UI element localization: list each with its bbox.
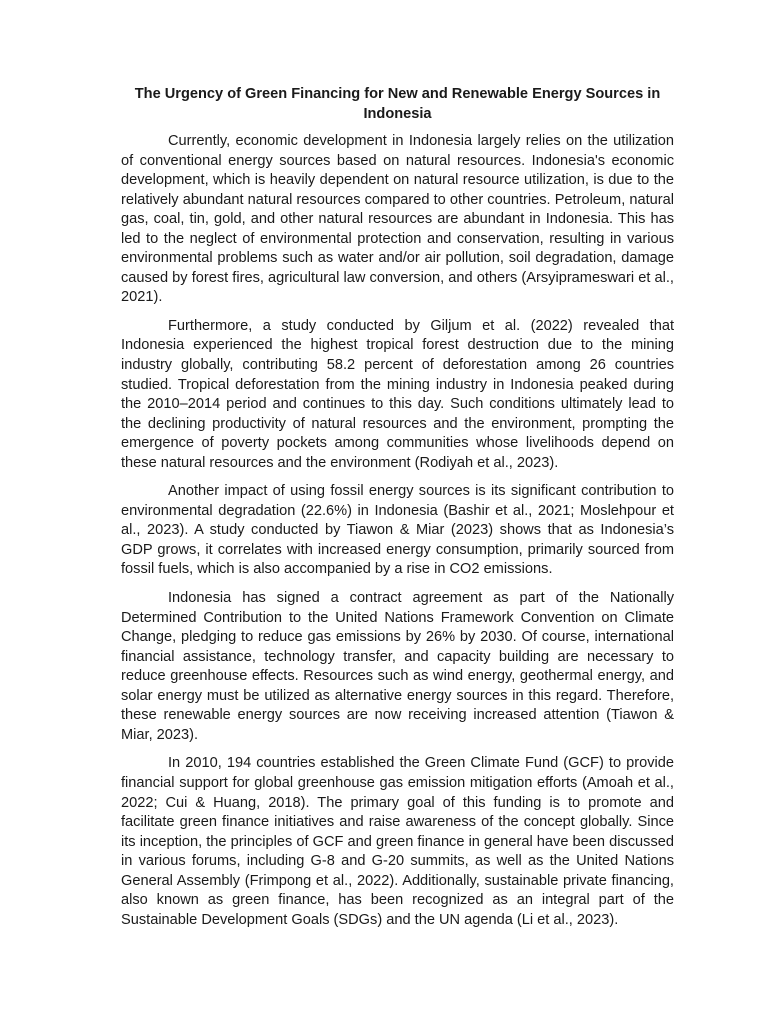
paragraph-economic-development: Currently, economic development in Indonesia largely relies on the utilization of conventional energy sources based on natural resources. Indonesia's economic development, which is heavily dependent on natural resource utilization, is due to the relatively abundant natural resources compared to other countries. Petroleum, natural gas, coal, tin, gold, and other natural resources are abundant in Indonesia. This has led to the neglect of environmental protection and conservation, resulting in various environmental problems such as water and/or air pollution, soil degradation, damage caused by forest fires, agricultural law conversion, and others (Arsyiprameswari et al., 2021). [121, 133, 674, 306]
paragraph-fossil-energy-impact: Another impact of using fossil energy sources is its significant contribution to environmental degradation (22.6%) in Indonesia (Bashir et al., 2021; Moslehpour et al., 2023). A study conducted by Tiawon & Miar (2023) shows that as Indonesia’s GDP grows, it correlates with increased energy consumption, primarily sourced from fossil fuels, which is also accompanied by a rise in CO2 emissions. [121, 483, 674, 578]
paragraph-deforestation: Furthermore, a study conducted by Giljum et al. (2022) revealed that Indonesia experienced the highest tropical forest destruction due to the mining industry globally, contributing 58.2 percent of deforestation among 26 countries studied. Tropical deforestation from the mining industry in Indonesia peaked during the 2010–2014 period and continues to this day. Such conditions ultimately lead to the declining productivity of natural resources and the environment, prompting the emergence of poverty pockets among communities whose livelihoods depend on these natural resources and the environment (Rodiyah et al., 2023). [121, 317, 674, 471]
paragraph-green-climate-fund: In 2010, 194 countries established the Green Climate Fund (GCF) to provide financial support for global greenhouse gas emission mitigation efforts (Amoah et al., 2022; Cui & Huang, 2018). The primary goal of this funding is to promote and facilitate green finance initiatives and raise awareness of the concept globally. Since its inception, the principles of GCF and green finance in general have been discussed in various forums, including G-8 and G-20 summits, as well as the United Nations General Assembly (Frimpong et al., 2022). Additionally, sustainable private financing, also known as green finance, has been recognized as an integral part of the Sustainable Development Goals (SDGs) and the UN agenda (Li et al., 2023). [121, 755, 674, 928]
paragraph-ndc-commitment: Indonesia has signed a contract agreement as part of the Nationally Determined Contribution to the United Nations Framework Convention on Climate Change, pledging to reduce gas emissions by 26% by 2030. Of course, international financial assistance, technology transfer, and capacity building are necessary to reduce greenhouse effects. Resources such as wind energy, geothermal energy, and solar energy must be utilized as alternative energy sources in this regard. Therefore, these renewable energy sources are now receiving increased attention (Tiawon & Miar, 2023). [121, 590, 674, 743]
document-title: The Urgency of Green Financing for New and Renewable Energy Sources in Indonesia [134, 86, 661, 122]
document-page [121, 84, 674, 939]
